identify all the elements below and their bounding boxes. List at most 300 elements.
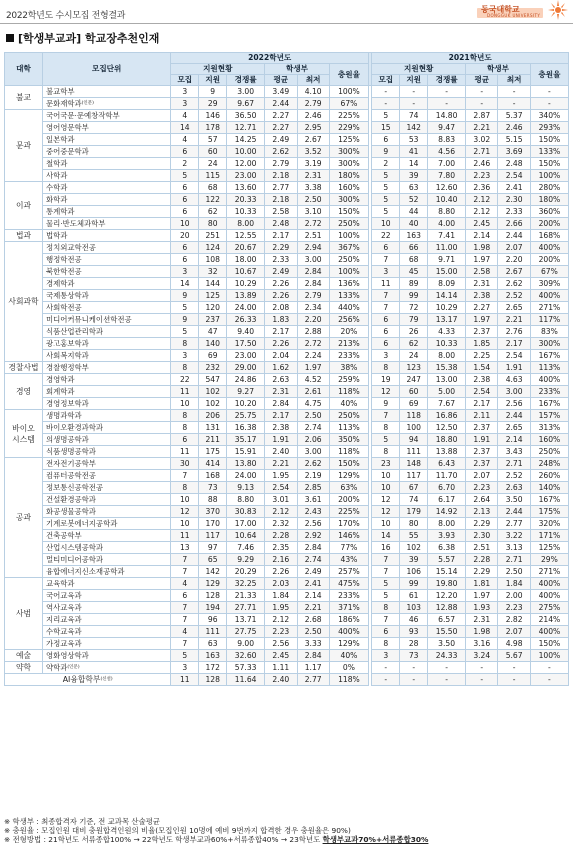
cell-2022: 67%: [329, 98, 368, 110]
section-title: [6, 30, 159, 46]
table-row: [5, 266, 569, 278]
cell-2021: 117%: [530, 314, 568, 326]
college-cell: 약학: [5, 662, 43, 674]
cell-2021: 8.00: [428, 518, 466, 530]
footnote-method: [4, 835, 570, 844]
dept-cell: [42, 650, 170, 662]
table-row: [5, 542, 569, 554]
header-apply-2022: 지원: [199, 75, 227, 86]
cell-2022: 2.17: [265, 410, 297, 422]
cell-2022: 2.58: [265, 206, 297, 218]
cell-2022: 88: [199, 494, 227, 506]
cell-2022: 2.31: [297, 170, 329, 182]
cell-2021: 2.56: [498, 398, 530, 410]
table-row: [5, 110, 569, 122]
cell-2021: 99: [400, 290, 428, 302]
table-row: [5, 398, 569, 410]
cell-2021: 2.37: [466, 458, 498, 470]
cell-2022: 300%: [329, 194, 368, 206]
dept-note: (신설): [100, 676, 113, 682]
cell-2021: 8: [372, 446, 400, 458]
dept-name: 사회학전공: [45, 302, 82, 312]
dept-cell: [42, 494, 170, 506]
dept-cell: [42, 314, 170, 326]
cell-2021: 13.88: [428, 446, 466, 458]
cell-2022: 213%: [329, 338, 368, 350]
cell-2022: 65: [199, 554, 227, 566]
cell-2021: 13.17: [428, 314, 466, 326]
cell-2022: 150%: [329, 206, 368, 218]
cell-2022: 9.13: [227, 482, 265, 494]
header-ratio-2022: 경쟁률: [227, 75, 265, 86]
cell-2021: 150%: [530, 638, 568, 650]
cell-2022: 3.49: [265, 86, 297, 98]
dept-cell: [42, 218, 170, 230]
cell-2021: 2.14: [466, 230, 498, 242]
cell-2021: 12.50: [428, 422, 466, 434]
cell-2021: -: [400, 662, 428, 674]
cell-2021: 5.37: [498, 110, 530, 122]
cell-2022: 2.27: [265, 122, 297, 134]
cell-2022: 113%: [329, 422, 368, 434]
cell-2021: 2.38: [466, 374, 498, 386]
college-cell: 공과: [5, 458, 43, 578]
cell-2021: 2.17: [466, 398, 498, 410]
cell-2021: 2.12: [466, 194, 498, 206]
cell-2022: 2.74: [297, 422, 329, 434]
cell-2021: 11.70: [428, 470, 466, 482]
cell-2021: 2.54: [466, 386, 498, 398]
cell-2022: 120: [199, 302, 227, 314]
cell-2022: 2.49: [297, 566, 329, 578]
table-row: [5, 146, 569, 158]
cell-2021: 24.33: [428, 650, 466, 662]
cell-2021: -: [372, 674, 400, 686]
cell-2021: 53: [400, 134, 428, 146]
table-row: [5, 386, 569, 398]
cell-2021: 16.86: [428, 410, 466, 422]
cell-2021: 111: [400, 446, 428, 458]
cell-2022: 9.67: [227, 98, 265, 110]
dept-name: 수학과: [45, 182, 68, 192]
dept-name: 경찰행정학부: [45, 362, 89, 372]
cell-2022: 2.79: [297, 98, 329, 110]
cell-2022: 43%: [329, 554, 368, 566]
dept-cell: [42, 158, 170, 170]
dept-cell: [42, 422, 170, 434]
dept-cell: [42, 206, 170, 218]
cell-2021: 15.14: [428, 566, 466, 578]
cell-2022: 2.49: [265, 266, 297, 278]
cell-2022: 118%: [329, 386, 368, 398]
cell-2021: -: [400, 98, 428, 110]
cell-2022: 2.27: [265, 110, 297, 122]
cell-2021: 1.54: [466, 362, 498, 374]
cell-2021: 6: [372, 338, 400, 350]
cell-2022: 11: [171, 674, 199, 686]
dept-name: 멀티미디어공학과: [45, 554, 104, 564]
cell-2021: 103: [400, 602, 428, 614]
cell-2022: 5: [171, 326, 199, 338]
cell-2022: 4: [171, 110, 199, 122]
cell-2021: 67%: [530, 266, 568, 278]
cell-2021: 400%: [530, 590, 568, 602]
table-row: [5, 434, 569, 446]
dept-name: 화학과: [45, 194, 68, 204]
cell-2021: 10: [372, 518, 400, 530]
college-cell: 문과: [5, 110, 43, 182]
cell-2022: 13.89: [227, 290, 265, 302]
cell-2022: 414: [199, 458, 227, 470]
dept-cell: [42, 110, 170, 122]
cell-2022: 24.00: [227, 470, 265, 482]
cell-2021: 9: [372, 398, 400, 410]
cell-2021: 60: [400, 386, 428, 398]
cell-2021: 3.43: [498, 446, 530, 458]
cell-2022: 3.52: [297, 146, 329, 158]
cell-2021: 2.54: [498, 350, 530, 362]
cell-2022: 2.74: [297, 554, 329, 566]
cell-2022: 6: [171, 254, 199, 266]
cell-2021: 2.54: [498, 170, 530, 182]
cell-2022: 10.20: [227, 398, 265, 410]
cell-2022: 18.00: [227, 254, 265, 266]
cell-2021: 2.21: [498, 314, 530, 326]
cell-2021: 73: [400, 650, 428, 662]
dept-cell: [42, 614, 170, 626]
cell-2021: 400%: [530, 242, 568, 254]
cell-2022: 9.40: [227, 326, 265, 338]
cell-2022: 8: [171, 410, 199, 422]
dept-name: 불교학부: [45, 86, 75, 96]
cell-2021: -: [372, 98, 400, 110]
cell-2022: 6: [171, 242, 199, 254]
cell-2022: 118%: [329, 674, 368, 686]
cell-2022: 13.60: [227, 182, 265, 194]
table-row: [5, 182, 569, 194]
cell-2022: 32: [199, 266, 227, 278]
cell-2021: -: [498, 98, 530, 110]
table-row: [5, 158, 569, 170]
cell-2022: 14: [171, 278, 199, 290]
cell-2022: 69: [199, 350, 227, 362]
cell-2022: 2.56: [265, 638, 297, 650]
dept-name: 경영학과: [45, 374, 75, 384]
dept-name: 물리·반도체과학부: [45, 218, 106, 228]
cell-2022: 2.79: [297, 290, 329, 302]
cell-2022: 96: [199, 614, 227, 626]
cell-2022: 25.75: [227, 410, 265, 422]
cell-2021: 400%: [530, 374, 568, 386]
cell-2022: 2.51: [297, 230, 329, 242]
cell-2022: 1.95: [265, 602, 297, 614]
cell-2022: 1.84: [265, 590, 297, 602]
cell-2021: 8.83: [428, 134, 466, 146]
cell-2022: 2.54: [265, 482, 297, 494]
cell-2021: 14: [372, 530, 400, 542]
cell-2021: 5.57: [428, 554, 466, 566]
dept-cell: [42, 134, 170, 146]
cell-2022: 168: [199, 470, 227, 482]
cell-2022: 4.10: [297, 86, 329, 98]
cell-2021: 2.82: [498, 614, 530, 626]
cell-2022: 2.84: [297, 266, 329, 278]
cell-2021: 2.30: [498, 194, 530, 206]
cell-2021: 5: [372, 170, 400, 182]
cell-2022: 5: [171, 302, 199, 314]
table-row: [5, 218, 569, 230]
cell-2022: 2.23: [265, 626, 297, 638]
cell-2021: 163: [400, 230, 428, 242]
cell-2021: 1.97: [466, 590, 498, 602]
cell-2021: 5.67: [498, 650, 530, 662]
cell-2022: 10.33: [227, 206, 265, 218]
cell-2021: 157%: [530, 410, 568, 422]
cell-2022: 3.00: [297, 254, 329, 266]
dept-note: (인문): [67, 664, 80, 670]
cell-2021: 19: [372, 374, 400, 386]
cell-2022: 3.01: [265, 494, 297, 506]
cell-2021: 340%: [530, 110, 568, 122]
cell-2021: 5: [372, 578, 400, 590]
cell-2021: 39: [400, 554, 428, 566]
dept-name: 식품생명공학과: [45, 446, 96, 456]
cell-2021: 55: [400, 530, 428, 542]
dept-cell: [42, 590, 170, 602]
dept-cell: [42, 638, 170, 650]
header-avg-2021: 평균: [466, 75, 498, 86]
cell-2022: 2.61: [297, 386, 329, 398]
cell-2021: 14: [400, 158, 428, 170]
cell-2021: 150%: [530, 134, 568, 146]
cell-2021: 1.85: [466, 338, 498, 350]
cell-2021: 2.23: [498, 602, 530, 614]
header-year-2021: 2021학년도: [372, 53, 569, 64]
cell-2021: 1.93: [466, 602, 498, 614]
cell-2022: 2.26: [265, 566, 297, 578]
cell-2022: 40%: [329, 650, 368, 662]
cell-2021: 72: [400, 302, 428, 314]
cell-2021: 360%: [530, 206, 568, 218]
cell-2022: 2.21: [297, 602, 329, 614]
cell-2021: 2.63: [498, 482, 530, 494]
cell-2022: 2.95: [297, 122, 329, 134]
cell-2022: 20.33: [227, 194, 265, 206]
cell-2021: 94: [400, 434, 428, 446]
cell-2021: 5.00: [428, 386, 466, 398]
cell-2021: 28: [400, 638, 428, 650]
cell-2021: 2.44: [498, 506, 530, 518]
cell-2022: 2.41: [297, 578, 329, 590]
dept-cell: [42, 122, 170, 134]
cell-2021: 175%: [530, 506, 568, 518]
cell-2022: 102: [199, 398, 227, 410]
square-bullet-icon: [6, 34, 14, 42]
cell-2022: 4.75: [297, 398, 329, 410]
cell-2022: 12: [171, 506, 199, 518]
cell-2021: 10: [372, 482, 400, 494]
cell-2022: 180%: [329, 170, 368, 182]
table-row: [5, 638, 569, 650]
cell-2021: 3.50: [498, 494, 530, 506]
dept-name: 국어국문·문예창작학부: [45, 110, 120, 120]
cell-2022: 73: [199, 482, 227, 494]
cell-2021: 300%: [530, 338, 568, 350]
cell-2021: 1.91: [498, 362, 530, 374]
dept-cell: [42, 98, 170, 110]
dept-name: 북한학전공: [45, 266, 82, 276]
cell-2021: 7.00: [428, 158, 466, 170]
header-gpa-2022: 학생부: [265, 64, 330, 75]
cell-2021: -: [466, 98, 498, 110]
cell-2021: 7: [372, 566, 400, 578]
table-row: [5, 422, 569, 434]
cell-2021: 233%: [530, 386, 568, 398]
cell-2021: 39: [400, 170, 428, 182]
cell-2022: 300%: [329, 146, 368, 158]
cell-2021: 4.00: [428, 218, 466, 230]
table-row: [5, 470, 569, 482]
dept-name: 건설환경공학과: [45, 494, 96, 504]
cell-2021: 12.88: [428, 602, 466, 614]
header-min-2022: 최저: [297, 75, 329, 86]
cell-2021: 2.66: [498, 218, 530, 230]
cell-2022: 4: [171, 578, 199, 590]
cell-2022: 26.33: [227, 314, 265, 326]
cell-2021: 6: [372, 626, 400, 638]
cell-2021: 1.97: [466, 314, 498, 326]
dept-name: 의생명공학과: [45, 434, 89, 444]
table-row: [5, 410, 569, 422]
cell-2022: 2.56: [297, 518, 329, 530]
cell-2021: 79: [400, 314, 428, 326]
dept-cell: [42, 374, 170, 386]
cell-2022: 211: [199, 434, 227, 446]
cell-2022: 146: [199, 110, 227, 122]
cell-2022: 4: [171, 134, 199, 146]
cell-2022: 2.33: [265, 254, 297, 266]
cell-2021: 2.17: [498, 338, 530, 350]
dept-cell: [42, 518, 170, 530]
cell-2022: 11: [171, 530, 199, 542]
table-row: [5, 446, 569, 458]
cell-2022: 111: [199, 626, 227, 638]
table-row: [5, 530, 569, 542]
cell-2021: 7: [372, 554, 400, 566]
cell-2022: 2.20: [297, 314, 329, 326]
cell-2022: 57: [199, 134, 227, 146]
table-row: [5, 206, 569, 218]
dept-name: 경제학과: [45, 278, 75, 288]
cell-2022: 68: [199, 182, 227, 194]
cell-2022: 30: [171, 458, 199, 470]
cell-2022: 80: [199, 218, 227, 230]
cell-2021: 8: [372, 422, 400, 434]
cell-2022: 175: [199, 446, 227, 458]
dept-name: 광고홍보학과: [45, 338, 89, 348]
dept-name: 화공생물공학과: [45, 506, 96, 516]
dept-cell: [42, 230, 170, 242]
cell-2022: 14: [171, 122, 199, 134]
cell-2021: 15: [372, 122, 400, 134]
cell-2022: 11.64: [227, 674, 265, 686]
dept-cell: [42, 194, 170, 206]
table-row: [5, 494, 569, 506]
cell-2022: 225%: [329, 110, 368, 122]
cell-2022: 2.12: [265, 614, 297, 626]
cell-2022: 160%: [329, 182, 368, 194]
cell-2021: 6: [372, 134, 400, 146]
cell-2021: 2.77: [498, 518, 530, 530]
cell-2021: 2.30: [466, 530, 498, 542]
cell-2021: 200%: [530, 254, 568, 266]
logo-emblem-icon: [547, 0, 569, 20]
cell-2022: 20.29: [227, 566, 265, 578]
cell-2021: 63: [400, 182, 428, 194]
cell-2022: 6: [171, 590, 199, 602]
dept-name: 미디어커뮤니케이션학전공: [45, 314, 132, 324]
dept-cell: [42, 338, 170, 350]
cell-2021: 2.14: [498, 434, 530, 446]
dept-name: 건축공학부: [45, 530, 82, 540]
cell-2021: 6: [372, 242, 400, 254]
cell-2021: 19.80: [428, 578, 466, 590]
cell-2021: 200%: [530, 218, 568, 230]
cell-2022: 2.72: [297, 338, 329, 350]
cell-2022: 3: [171, 266, 199, 278]
cell-2021: 248%: [530, 458, 568, 470]
cell-2022: 4.52: [297, 374, 329, 386]
dept-cell: [42, 182, 170, 194]
cell-2021: 167%: [530, 398, 568, 410]
cell-2022: 2.63: [265, 374, 297, 386]
cell-2022: 3: [171, 350, 199, 362]
cell-2021: 7.67: [428, 398, 466, 410]
cell-2021: 3: [372, 266, 400, 278]
dept-cell: [42, 554, 170, 566]
dept-name: 사회복지학과: [45, 350, 89, 360]
cell-2022: 1.91: [265, 434, 297, 446]
table-row: [5, 326, 569, 338]
table-row: [5, 254, 569, 266]
cell-2022: 400%: [329, 626, 368, 638]
cell-2021: 6.17: [428, 494, 466, 506]
cell-2021: 9.47: [428, 122, 466, 134]
table-row: [5, 86, 569, 98]
dept-cell: [42, 254, 170, 266]
cell-2022: 15.91: [227, 446, 265, 458]
table-body: [5, 86, 569, 686]
cell-2022: 206: [199, 410, 227, 422]
dept-cell: [42, 362, 170, 374]
cell-2021: 29%: [530, 554, 568, 566]
header-avg-2022: 평균: [265, 75, 297, 86]
cell-2021: 4.98: [498, 638, 530, 650]
cell-2022: 17.00: [227, 518, 265, 530]
cell-2021: 1.98: [466, 626, 498, 638]
cell-2022: 9.27: [227, 386, 265, 398]
cell-2022: 10.00: [227, 146, 265, 158]
cell-2021: 2.46: [466, 158, 498, 170]
dept-name: 문화재학과: [45, 98, 82, 108]
cell-2021: 26: [400, 326, 428, 338]
table-row: [5, 302, 569, 314]
cell-2022: 2.40: [265, 674, 297, 686]
cell-2021: 2.37: [466, 422, 498, 434]
cell-2021: 6: [372, 314, 400, 326]
cell-2021: 2.23: [466, 170, 498, 182]
cell-2022: 163: [199, 650, 227, 662]
